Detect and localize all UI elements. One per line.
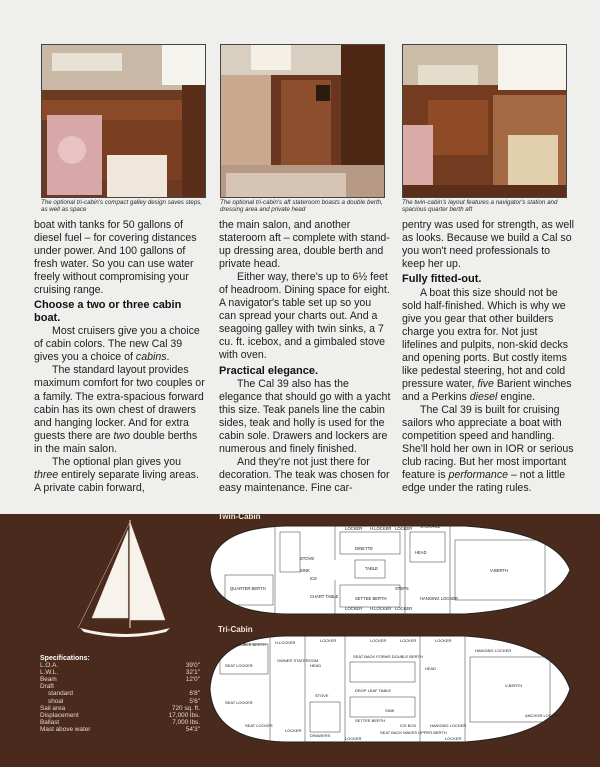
spec-value: 6'8" xyxy=(189,690,200,698)
specifications-title: Specifications: xyxy=(40,655,90,662)
paragraph: the main salon, and another stateroom aft – complete with stand-up dressing area, double berth and private head. xyxy=(219,219,390,271)
photo-galley xyxy=(41,44,206,198)
floorplan-label: SINK xyxy=(300,568,310,573)
paragraph: And they're not just there for decoration. The teak was chosen for easy maintenance. Fine car- xyxy=(219,456,390,495)
floorplan-label: V-BERTH xyxy=(490,568,509,573)
floorplan-label: SEAT LOCKER xyxy=(245,723,273,728)
heading-practical-elegance: Practical elegance. xyxy=(219,364,319,377)
text-column-3 xyxy=(402,219,574,495)
floorplan-label: CHART TABLE xyxy=(310,594,339,599)
spec-value: 7,000 lbs. xyxy=(172,718,200,726)
spec-label: Mast above water xyxy=(40,725,91,733)
spec-value: 12'0" xyxy=(185,676,200,684)
floorplan-label: ICE BOX xyxy=(400,723,417,728)
floorplan-label: LOCKER xyxy=(400,638,417,643)
spec-row xyxy=(40,676,200,683)
floorplan-label: H.LOCKER xyxy=(275,640,296,645)
floorplan-label: V-BERTH xyxy=(505,683,523,688)
twin-cabin-title: Twin-Cabin xyxy=(218,512,261,521)
floorplan-label: SETTEE BERTH xyxy=(355,718,386,723)
caption-aft-stateroom: The optional tri-cabin's aft stateroom boasts a double berth, dressing area and private head xyxy=(220,199,383,214)
spec-row xyxy=(40,662,200,669)
paragraph: pentry was used for strength, as well as looks. Because we build a Cal so you won't need professionals to keep her up. xyxy=(402,219,574,271)
floorplan-label: STEPS xyxy=(395,586,409,591)
paragraph: The Cal 39 also has the elegance that should go with a yacht this size. Teak panels line the cabin sides, teak and holly is used for the cabin sole. Drawers and lockers are numerous and finely finished. xyxy=(219,378,391,456)
spec-row xyxy=(40,698,200,705)
spec-row xyxy=(40,669,200,676)
spec-row xyxy=(40,690,200,697)
caption-galley: The optional tri-cabin's compact galley design saves steps, as well as space xyxy=(41,199,203,214)
floorplan-label: SEAT BACK MAKES UPPER BERTH xyxy=(380,730,447,735)
heading-fully-fitted-out: Fully fitted-out. xyxy=(402,273,482,286)
floorplan-label: H.LOCKER xyxy=(370,526,392,531)
paragraph: The Cal 39 is built for cruising sailors who appreciate a boat with competition speed and handling. She'll hold her own in IOR or serious club racing. But her most important feature is performance – not a little edge under the rating rules. xyxy=(402,404,574,495)
spec-label: L.W.L. xyxy=(40,669,59,677)
spec-value: 39'0" xyxy=(185,662,200,670)
photo-aft-stateroom xyxy=(220,44,385,198)
floorplan-label: LOCKER xyxy=(345,736,362,741)
paragraph: boat with tanks for 50 gallons of diesel fuel – for covering distances under power. And 100 gallons of fresh water. So you can use water freely without compromising your cruising range. xyxy=(34,219,197,297)
floorplan-label: HEAD xyxy=(425,666,437,671)
paragraph: Most cruisers give you a choice of cabin colors. The new Cal 39 gives you a choice of cabins. xyxy=(34,325,200,364)
spec-value: 32'1" xyxy=(185,669,200,677)
spec-row xyxy=(40,726,200,733)
floorplan-label: SEAT BACK FORMS DOUBLE BERTH xyxy=(353,654,423,659)
spec-label: Draft xyxy=(40,683,54,691)
spec-label: Ballast xyxy=(40,718,60,726)
tri-cabin-title: Tri-Cabin xyxy=(218,625,253,634)
floorplan-label: STOVE xyxy=(300,556,315,561)
floorplan-label: SEAT LOCKER xyxy=(225,700,253,705)
floorplan-label: LOCKER xyxy=(395,606,413,611)
floorplan-label: HANGING LOCKER xyxy=(430,723,467,728)
floorplan-label: QUARTER BERTH xyxy=(230,586,266,591)
paragraph: Either way, there's up to 6½ feet of headroom. Dining space for eight. A navigator's table set up so you can spread your charts out. And a seagoing galley with twin sinks, a 7 cu. ft. icebox, and a gimbaled stove with oven. xyxy=(219,271,390,362)
floorplan-label: TABLE xyxy=(365,566,378,571)
floorplan-label: ICE xyxy=(310,576,317,581)
photo-navigator-station xyxy=(402,44,567,198)
sailplan-illustration xyxy=(70,520,180,640)
specifications-list xyxy=(40,655,200,733)
spec-value: 720 sq. ft. xyxy=(171,704,200,712)
spec-label: Displacement xyxy=(40,711,79,719)
spec-value: 54'3" xyxy=(185,725,200,733)
spec-row xyxy=(40,719,200,726)
spec-row xyxy=(40,712,200,719)
floorplan-label: DRAWERS xyxy=(310,733,331,738)
text-column-1 xyxy=(34,219,206,495)
floorplan-label: DOUBLE BERTH xyxy=(235,642,267,647)
floorplan-label: LOCKER xyxy=(395,526,413,531)
spec-value: 17,000 lbs. xyxy=(168,711,200,719)
text-column-2 xyxy=(219,219,391,495)
spec-label: Sail area xyxy=(40,704,66,712)
floorplan-label: SINK xyxy=(385,708,395,713)
floorplan-label: DROP LEAF TABLE xyxy=(355,688,392,693)
floorplan-label: LOCKER xyxy=(370,638,387,643)
spec-value: 5'6" xyxy=(189,697,200,705)
spec-row xyxy=(40,705,200,712)
twin-cabin-floorplan xyxy=(205,520,575,620)
heading-choose-cabin: Choose a two or three cabin boat. xyxy=(34,299,182,324)
floorplan-label: HANGING LOCKER xyxy=(475,648,512,653)
spec-label: Beam xyxy=(40,676,57,684)
floorplan-label: LOCKER xyxy=(345,526,363,531)
floorplan-label: OWNER STATEROOM xyxy=(277,658,319,663)
floorplan-label: LOCKER xyxy=(435,638,452,643)
floorplan-label: STOVE xyxy=(315,693,329,698)
floorplan-label: STORAGE xyxy=(420,524,441,529)
floorplan-label: LOCKER xyxy=(320,638,337,643)
paragraph: The standard layout provides maximum comfort for two couples or a family. The extra-spacious forward cabin has its own chest of drawers and hanging locker. And for extra guests there are two double berths in the main salon. xyxy=(34,364,205,455)
floorplan-label: LOCKER xyxy=(345,606,363,611)
caption-navigator-station: The twin-cabin's layout features a navigator's station and spacious quarter berth aft xyxy=(402,199,558,214)
spec-row xyxy=(40,683,200,690)
floorplan-label: DINETTE xyxy=(355,546,373,551)
spec-label: standard xyxy=(48,690,73,698)
floorplan-label: LOCKER xyxy=(285,728,302,733)
spec-label: shoal xyxy=(48,697,64,705)
floorplan-label: HEAD xyxy=(415,550,427,555)
floorplan-label: H.LOCKER xyxy=(370,606,392,611)
floorplan-label: SEAT LOCKER xyxy=(225,663,253,668)
paragraph: The optional plan gives you three entirely separate living areas. A private cabin forward, xyxy=(34,455,199,494)
floorplan-label: LOCKER xyxy=(445,736,462,741)
spec-label: L.O.A. xyxy=(40,662,59,670)
floorplan-label: HEAD xyxy=(310,663,322,668)
floorplan-label: HANGING LOCKER xyxy=(420,596,458,601)
floorplan-label: ANCHOR LOCKER xyxy=(525,713,560,718)
paragraph: A boat this size should not be sold half-finished. Which is why we give you gear that other builders charge you extra for. Not just lifelines and pulpits, non-skid decks and opening ports. But costly items like pedestal steering, hot and cold pressure water, five Barient winches and a Perkins diesel engine. xyxy=(402,286,572,404)
floorplan-label: SETTEE BERTH xyxy=(355,596,387,601)
tri-cabin-floorplan xyxy=(205,632,575,746)
